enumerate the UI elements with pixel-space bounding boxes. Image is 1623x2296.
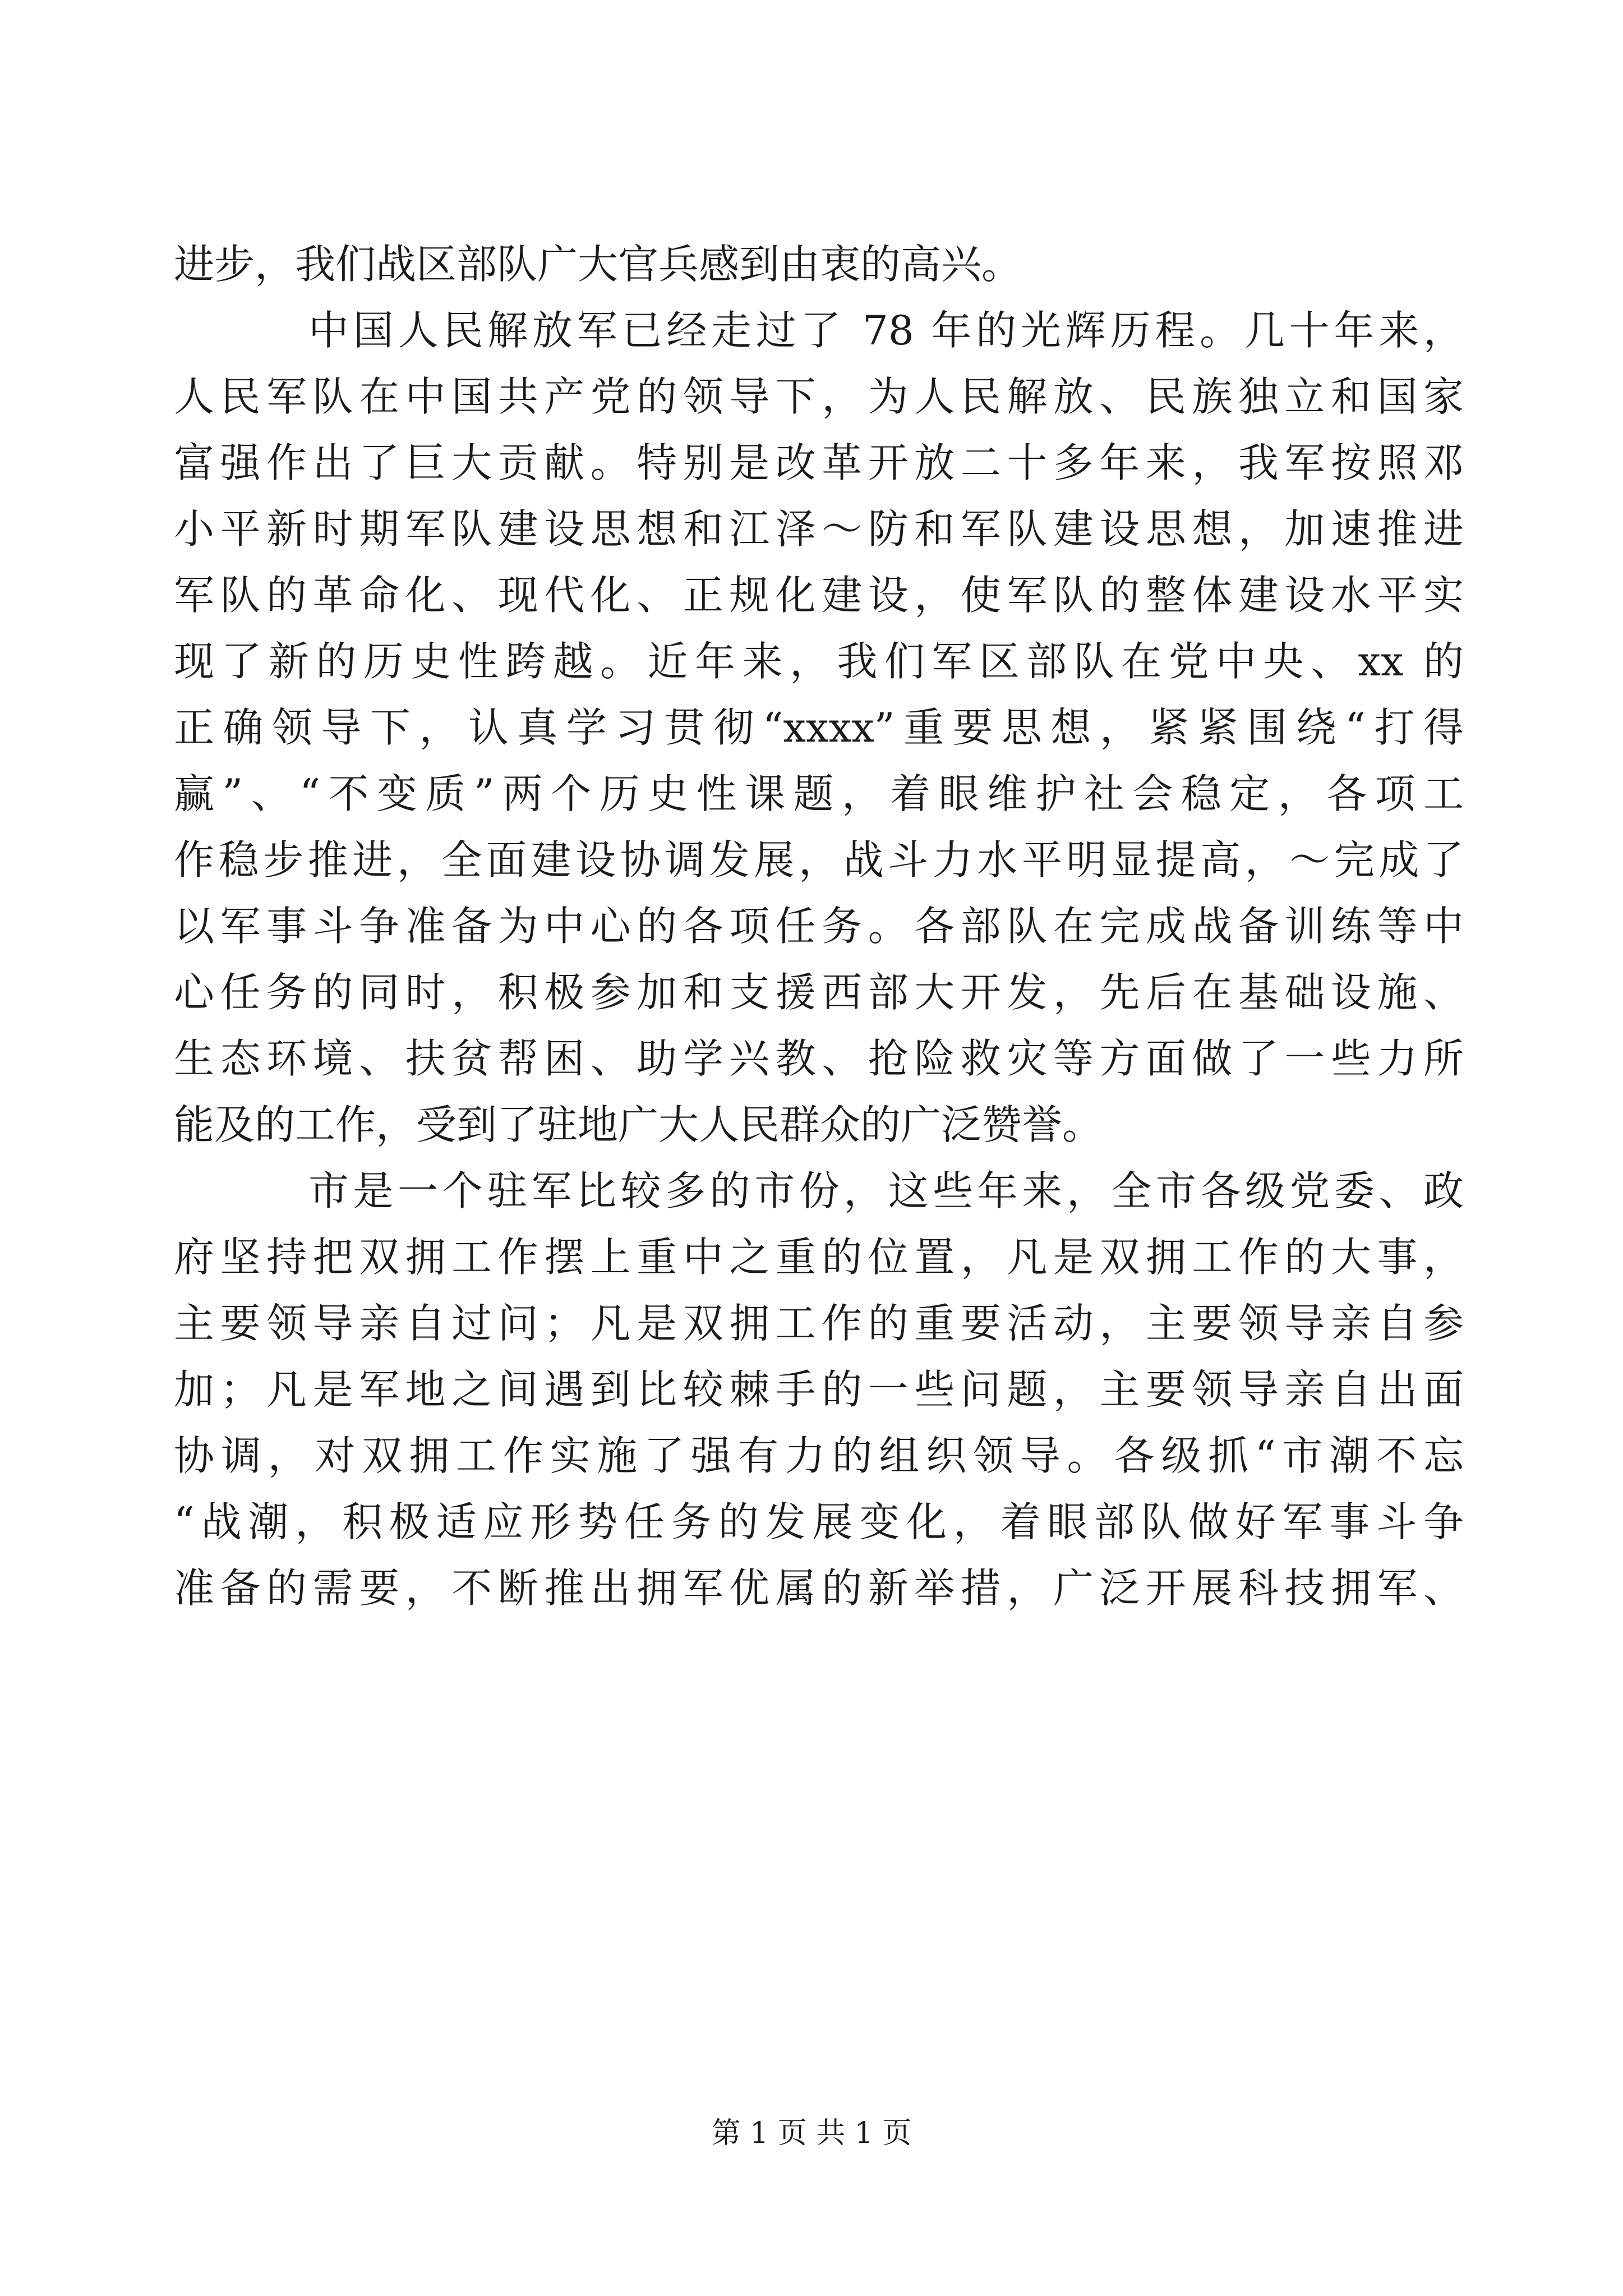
text-line: 协调，对双拥工作实施了强有力的组织领导。各级抓“市潮不忘 [174, 1432, 1464, 1479]
text-line: 中国人民解放军已经走过了 78 年的光辉历程。几十年来， [308, 307, 1464, 354]
text-line: 以军事斗争准备为中心的各项任务。各部队在完成战备训练等中 [174, 903, 1464, 950]
text-line: 人民军队在中国共产党的领导下，为人民解放、民族独立和国家 [174, 373, 1464, 420]
page-number-footer: 第 1 页 共 1 页 [711, 2116, 912, 2150]
text-line: 主要领导亲自过问；凡是双拥工作的重要活动，主要领导亲自参 [174, 1300, 1464, 1347]
text-line: 现了新的历史性跨越。近年来，我们军区部队在党中央、xx 的 [174, 638, 1464, 685]
text-line: 军队的革命化、现代化、正规化建设，使军队的整体建设水平实 [174, 572, 1464, 619]
text-line: 生态环境、扶贫帮困、助学兴教、抢险救灾等方面做了一些力所 [174, 1035, 1464, 1082]
text-line: 赢”、“不变质”两个历史性课题，着眼维护社会稳定，各项工 [174, 770, 1464, 817]
text-line: 市是一个驻军比较多的市份，这些年来，全市各级党委、政 [308, 1167, 1464, 1214]
text-line: 正确领导下，认真学习贯彻“xxxx”重要思想，紧紧围绕“打得 [174, 704, 1464, 751]
text-line: 府坚持把双拥工作摆上重中之重的位置，凡是双拥工作的大事， [174, 1234, 1464, 1281]
body-text [174, 231, 1464, 1621]
text-line: 进步，我们战区部队广大官兵感到由衷的高兴。 [174, 241, 1022, 288]
text-line: 作稳步推进，全面建设协调发展，战斗力水平明显提高，～完成了 [174, 836, 1464, 884]
text-line: 准备的需要，不断推出拥军优属的新举措，广泛开展科技拥军、 [174, 1565, 1464, 1612]
text-line: 富强作出了巨大贡献。特别是改革开放二十多年来，我军按照邓 [174, 439, 1464, 486]
text-line: 小平新时期军队建设思想和江泽～防和军队建设思想，加速推进 [174, 505, 1464, 553]
text-line: “战潮，积极适应形势任务的发展变化，着眼部队做好军事斗争 [174, 1498, 1464, 1545]
text-line: 加；凡是军地之间遇到比较棘手的一些问题，主要领导亲自出面 [174, 1366, 1464, 1413]
text-line: 能及的工作，受到了驻地广大人民群众的广泛赞誉。 [174, 1101, 1103, 1148]
text-line: 心任务的同时，积极参加和支援西部大开发，先后在基础设施、 [174, 969, 1464, 1016]
